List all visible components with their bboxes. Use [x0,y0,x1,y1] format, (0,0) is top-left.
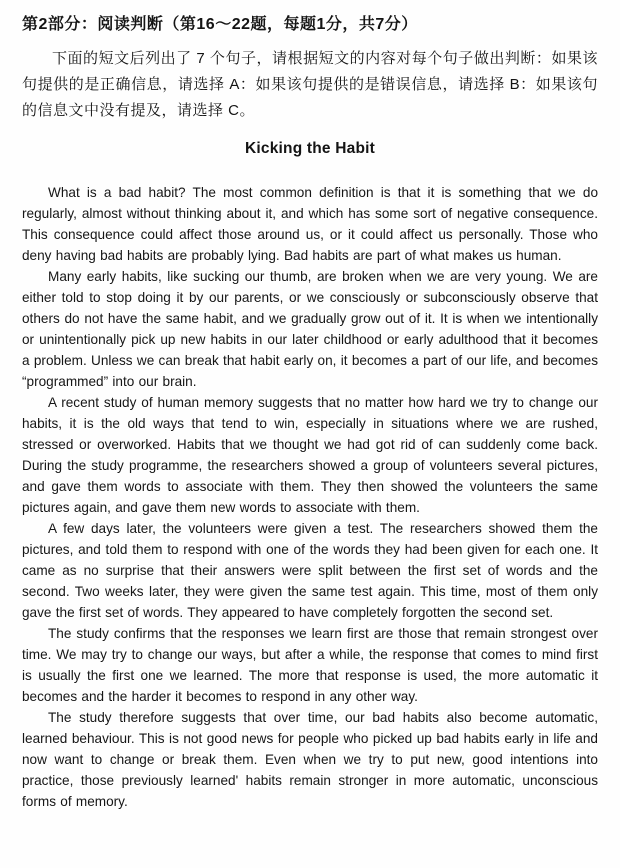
passage-title: Kicking the Habit [245,140,375,157]
passage-paragraph-3: A recent study of human memory suggests that no matter how hard we try to change our habits, it is the old ways that tend to win, especially in situations where we are rushed, stressed or overworked. Habits that we thought we had got rid of can suddenly come back. During the study programme, the researchers showed a group of volunteers several pictures, and gave them words to associate with them. They then showed the volunteers the same pictures again, and gave them new words to associate with them. [22,395,598,515]
passage-paragraph-5: The study confirms that the responses we learn first are those that remain strongest over time. We may try to change our ways, but after a while, the response that comes to mind first is usually the first one we learned. The more that response is used, the more automatic it becomes and the harder it becomes to respond in any other way. [22,626,598,704]
passage-paragraph-1: What is a bad habit? The most common definition is that it is something that we do regularly, almost without thinking about it, and which has some sort of negative consequence. This consequence could affect those around us, or it could affect us personally. Those who deny having bad habits are probably lying. Bad habits are part of what makes us human. [22,185,598,263]
passage-paragraph-4: A few days later, the volunteers were given a test. The researchers showed them the pictures, and told them to respond with one of the words they had been given for each one. It came as no surprise that their answers were split between the first set of words and the second. Two weeks later, they were given the same test again. This time, most of them only gave the first set of words. They appeared to have completely forgotten the second set. [22,521,598,620]
instructions-paragraph: 下面的短文后列出了 7 个句子，请根据短文的内容对每个句子做出判断：如果该句提供的是正确信息，请选择 A：如果该句提供的是错误信息，请选择 B：如果该句的信息文中没有提及，请选择 C。 [22,50,598,119]
passage-paragraph-6: The study therefore suggests that over time, our bad habits also become automatic, learned behaviour. This is not good news for people who picked up bad habits early in life and now want to change or break them. Even when we try to put new, good intentions into practice, those previously learned' habits remain stronger in more automatic, unconscious forms of memory. [22,710,598,809]
passage-paragraph-2: Many early habits, like sucking our thumb, are broken when we are very young. We are either told to stop doing it by our parents, or we consciously or subconsciously observe that others do not have the same habit, and we gradually grow out of it. It is when we intentionally or unintentionally pick up new habits in our later childhood or early adulthood that it becomes a problem. Unless we can break that habit early on, it becomes a part of our life, and becomes “programmed” into our brain. [22,269,598,389]
section-header: 第2部分：阅读判断（第16～22题，每题1分，共7分） [22,16,418,33]
passage-body [22,182,598,812]
